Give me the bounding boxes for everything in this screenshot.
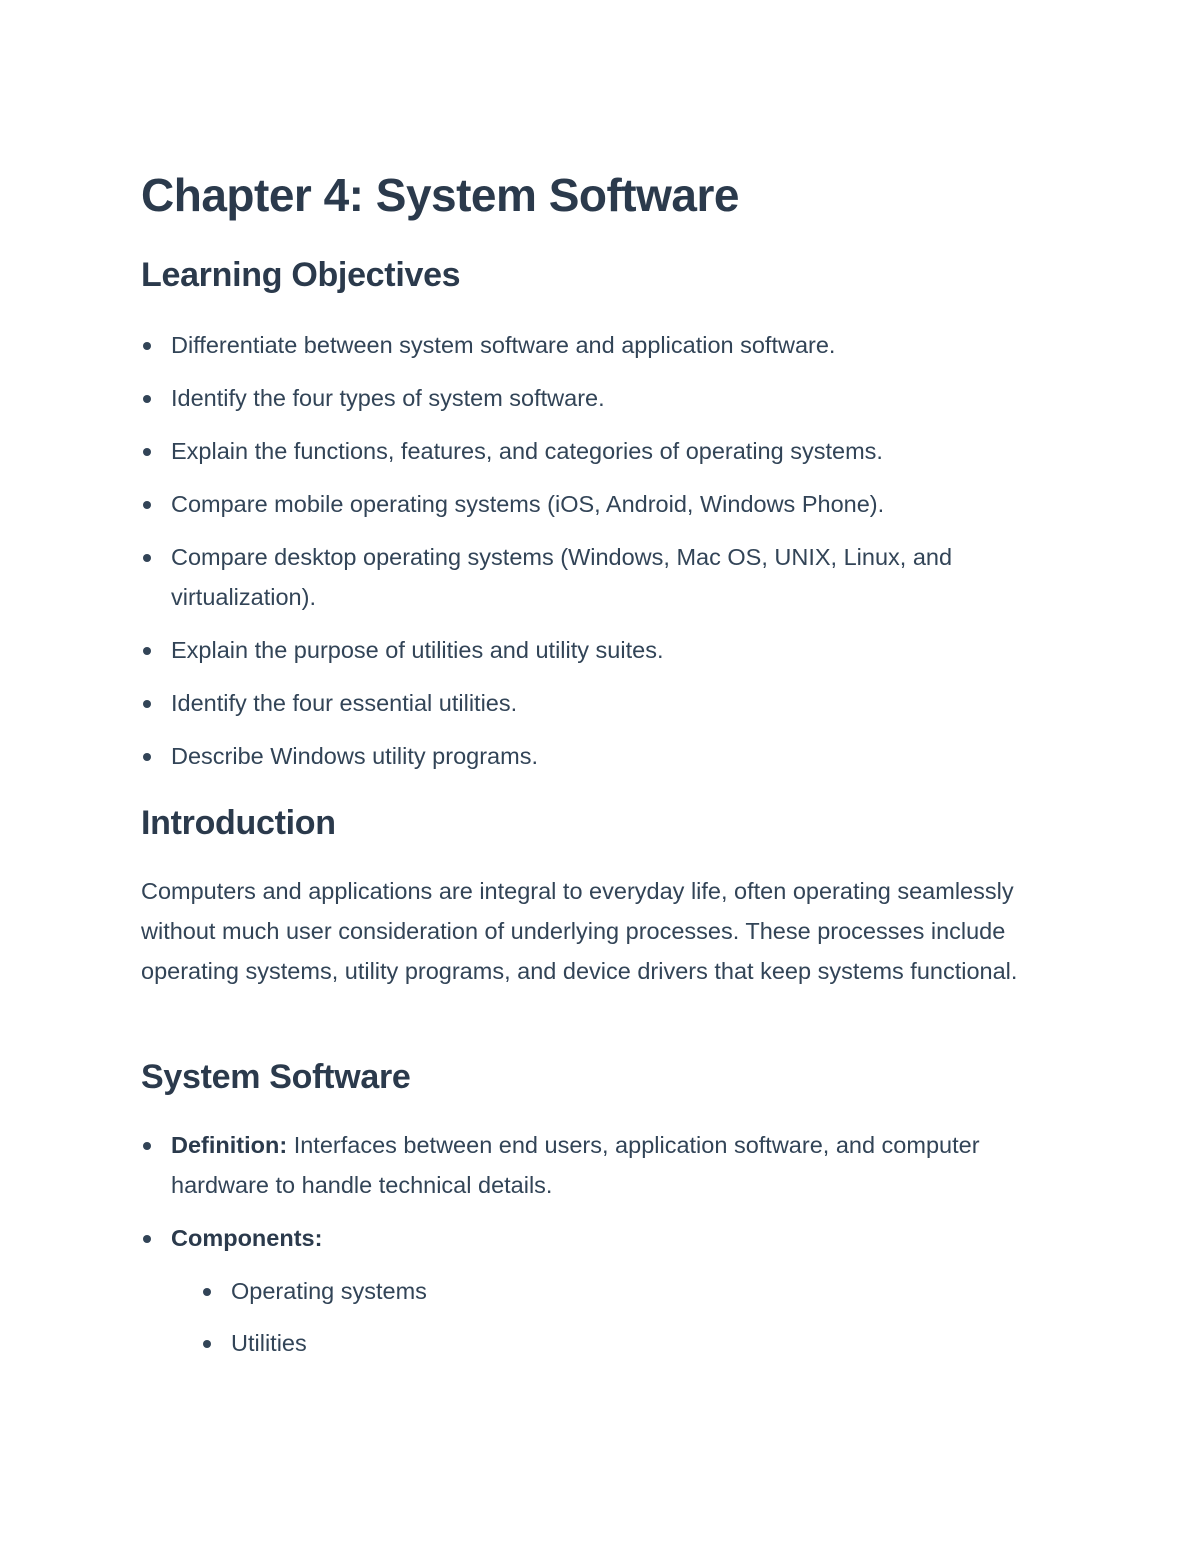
list-item: Compare desktop operating systems (Windows, Mac OS, UNIX, Linux, and virtualization). (141, 537, 1041, 617)
system-software-list (141, 1125, 1041, 1376)
list-item: Identify the four essential utilities. (141, 683, 1041, 723)
learning-objectives-list (141, 325, 1041, 789)
introduction-heading: Introduction (141, 804, 336, 842)
list-item: Explain the functions, features, and categories of operating systems. (141, 431, 1041, 471)
introduction-paragraph: Computers and applications are integral to everyday life, often operating seamlessly without much user consideration of underlying processes. These processes include operating systems, utility programs, and device drivers that keep systems functional. (141, 878, 1018, 984)
components-item (141, 1218, 1041, 1363)
list-item: Explain the purpose of utilities and utility suites. (141, 630, 1041, 670)
definition-label: Definition: (171, 1132, 288, 1158)
components-label: Components: (171, 1225, 323, 1251)
component-item: Utilities (201, 1323, 1041, 1363)
component-item: Operating systems (201, 1271, 1041, 1311)
list-item: Compare mobile operating systems (iOS, Android, Windows Phone). (141, 484, 1041, 524)
components-sublist (171, 1271, 1041, 1363)
chapter-title: Chapter 4: System Software (141, 169, 739, 221)
definition-item (141, 1125, 1041, 1205)
list-item: Describe Windows utility programs. (141, 736, 1041, 776)
system-software-heading: System Software (141, 1058, 411, 1096)
list-item: Differentiate between system software and application software. (141, 325, 1041, 365)
learning-objectives-heading: Learning Objectives (141, 256, 461, 294)
list-item: Identify the four types of system software. (141, 378, 1041, 418)
definition-text: Interfaces between end users, application software, and computer hardware to handle technical details. (171, 1132, 980, 1198)
